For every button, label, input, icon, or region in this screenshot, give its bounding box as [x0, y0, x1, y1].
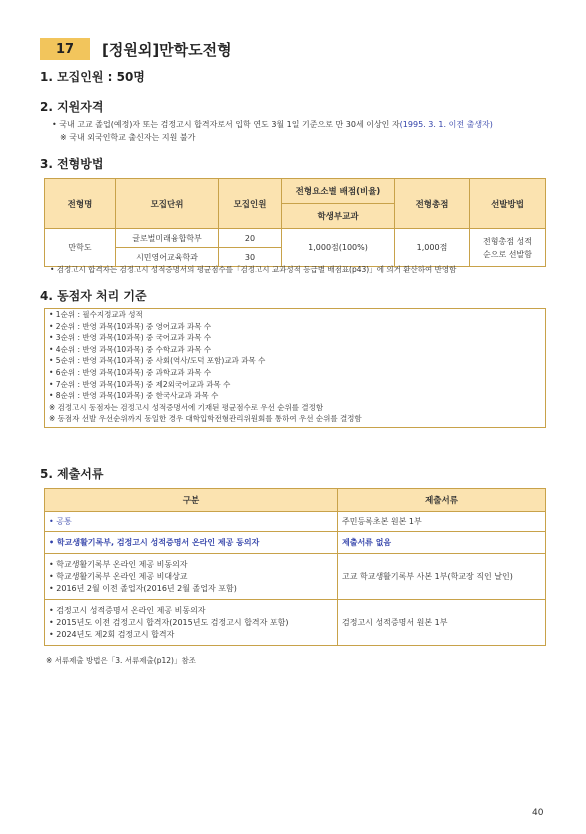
eligibility-exclusion: ※ 국내 외국인학교 출신자는 지원 불가 — [60, 133, 196, 142]
tiebreak-item: • 2순위 : 반영 과목(10과목) 중 영어교과 과목 수 — [49, 321, 212, 331]
documents-heading: 5. 제출서류 — [40, 467, 104, 481]
tiebreak-item: • 7순위 : 반영 과목(10과목) 중 제2외국어교과 과목 수 — [49, 379, 231, 389]
tiebreak-item: • 3순위 : 반영 과목(10과목) 중 국어교과 과목 수 — [49, 333, 212, 343]
tiebreak-item: • 6순위 : 반영 과목(10과목) 중 과학교과 과목 수 — [49, 367, 212, 377]
selection-method-heading: 3. 전형방법 — [40, 157, 104, 171]
cell-doc-type — [45, 512, 338, 532]
doc-line: 고교 학교생활기록부 사본 1부(학교장 직인 날인) — [342, 571, 513, 581]
cell-unit: 시민영어교육학과 — [116, 248, 219, 267]
recruit-count-heading: 1. 모집인원 : 50명 — [40, 70, 145, 84]
cell-total: 1,000점 — [395, 229, 470, 267]
col-header-record: 학생부교과 — [282, 204, 395, 229]
cell-count: 30 — [219, 248, 282, 267]
tiebreak-heading: 4. 동점자 처리 기준 — [40, 289, 147, 303]
cell-doc-type — [45, 600, 338, 646]
col-header-total: 전형총점 — [395, 179, 470, 229]
doc-line: 제출서류 없음 — [342, 537, 392, 547]
doc-type-line: • 학교생활기록부 온라인 제공 비동의자 — [49, 559, 188, 569]
cell-doc — [338, 600, 546, 646]
doc-type-line: • 공통 — [49, 516, 72, 526]
cell-doc-type — [45, 532, 338, 554]
col-header-unit: 모집단위 — [116, 179, 219, 229]
cell-count: 20 — [219, 229, 282, 248]
page-title: [정원외]만학도전형 — [102, 40, 232, 59]
cell-doc — [338, 532, 546, 554]
documents-table — [44, 488, 546, 646]
eligibility-line — [52, 119, 493, 130]
col-header-docs: 제출서류 — [338, 489, 546, 512]
tiebreak-item: • 4순위 : 반영 과목(10과목) 중 수학교과 과목 수 — [49, 344, 212, 354]
col-header-count: 모집인원 — [219, 179, 282, 229]
col-header-type: 구분 — [45, 489, 338, 512]
page-number: 40 — [532, 808, 544, 818]
eligibility-heading: 2. 지원자격 — [40, 100, 104, 114]
eligibility-birth-note: (1995. 3. 1. 이전 출생자) — [399, 120, 493, 129]
col-header-ratio: 전형요소별 배점(비율) — [282, 179, 395, 204]
doc-line: 주민등록초본 원본 1부 — [342, 516, 422, 526]
doc-type-line: • 2015년도 이전 검정고시 합격자(2015년도 검정고시 합격자 포함) — [49, 617, 289, 627]
col-header-name: 전형명 — [45, 179, 116, 229]
tiebreak-box — [44, 308, 546, 428]
tiebreak-note: ※ 동점자 선발 우선순위까지 동일한 경우 대학입학전형관리위원회를 통하여 우선 순위를 결정함 — [49, 414, 362, 424]
col-header-method: 선발방법 — [470, 179, 546, 229]
cell-method: 전형총점 성적순으로 선발함 — [470, 229, 546, 267]
cell-name: 만학도 — [45, 229, 116, 267]
doc-type-line: • 검정고시 성적증명서 온라인 제공 비동의자 — [49, 605, 206, 615]
cell-doc — [338, 554, 546, 600]
doc-line: 검정고시 성적증명서 원본 1부 — [342, 617, 448, 627]
selection-method-note: • 검정고시 합격자는 검정고시 성적증명서의 평균점수를「검정고시 교과성적 등급별 배점표(p43)」에 의거 환산하여 반영함 — [50, 265, 457, 274]
doc-type-line: • 학교생활기록부 온라인 제공 비대상교 — [49, 571, 188, 581]
doc-type-line: • 2024년도 제2회 검정고시 합격자 — [49, 629, 175, 639]
tiebreak-item: • 5순위 : 반영 과목(10과목) 중 사회(역사/도덕 포함)교과 과목 수 — [49, 356, 266, 366]
section-header — [40, 38, 232, 60]
documents-footnote: ※ 서류제출 방법은「3. 서류제출(p12)」참조 — [46, 656, 196, 665]
selection-method-table — [44, 178, 546, 267]
cell-unit: 글로벌미래융합학부 — [116, 229, 219, 248]
cell-record-score: 1,000점(100%) — [282, 229, 395, 267]
tiebreak-item: • 8순위 : 반영 과목(10과목) 중 한국사교과 과목 수 — [49, 391, 219, 401]
eligibility-text: • 국내 고교 졸업(예정)자 또는 검정고시 합격자로서 입학 연도 3월 1일 기준으로 만 30세 이상인 자 — [52, 120, 400, 129]
tiebreak-note: ※ 검정고시 동점자는 검정고시 성적증명서에 기재된 평균점수로 우선 순위를 결정함 — [49, 402, 324, 412]
cell-doc-type — [45, 554, 338, 600]
tiebreak-item: • 1순위 : 필수지정교과 성적 — [49, 310, 143, 319]
cell-doc — [338, 512, 546, 532]
doc-type-line: • 2016년 2월 이전 졸업자(2016년 2월 졸업자 포함) — [49, 583, 237, 593]
section-number-badge: 17 — [40, 38, 90, 60]
doc-type-line: • 학교생활기록부, 검정고시 성적증명서 온라인 제공 동의자 — [49, 537, 260, 547]
